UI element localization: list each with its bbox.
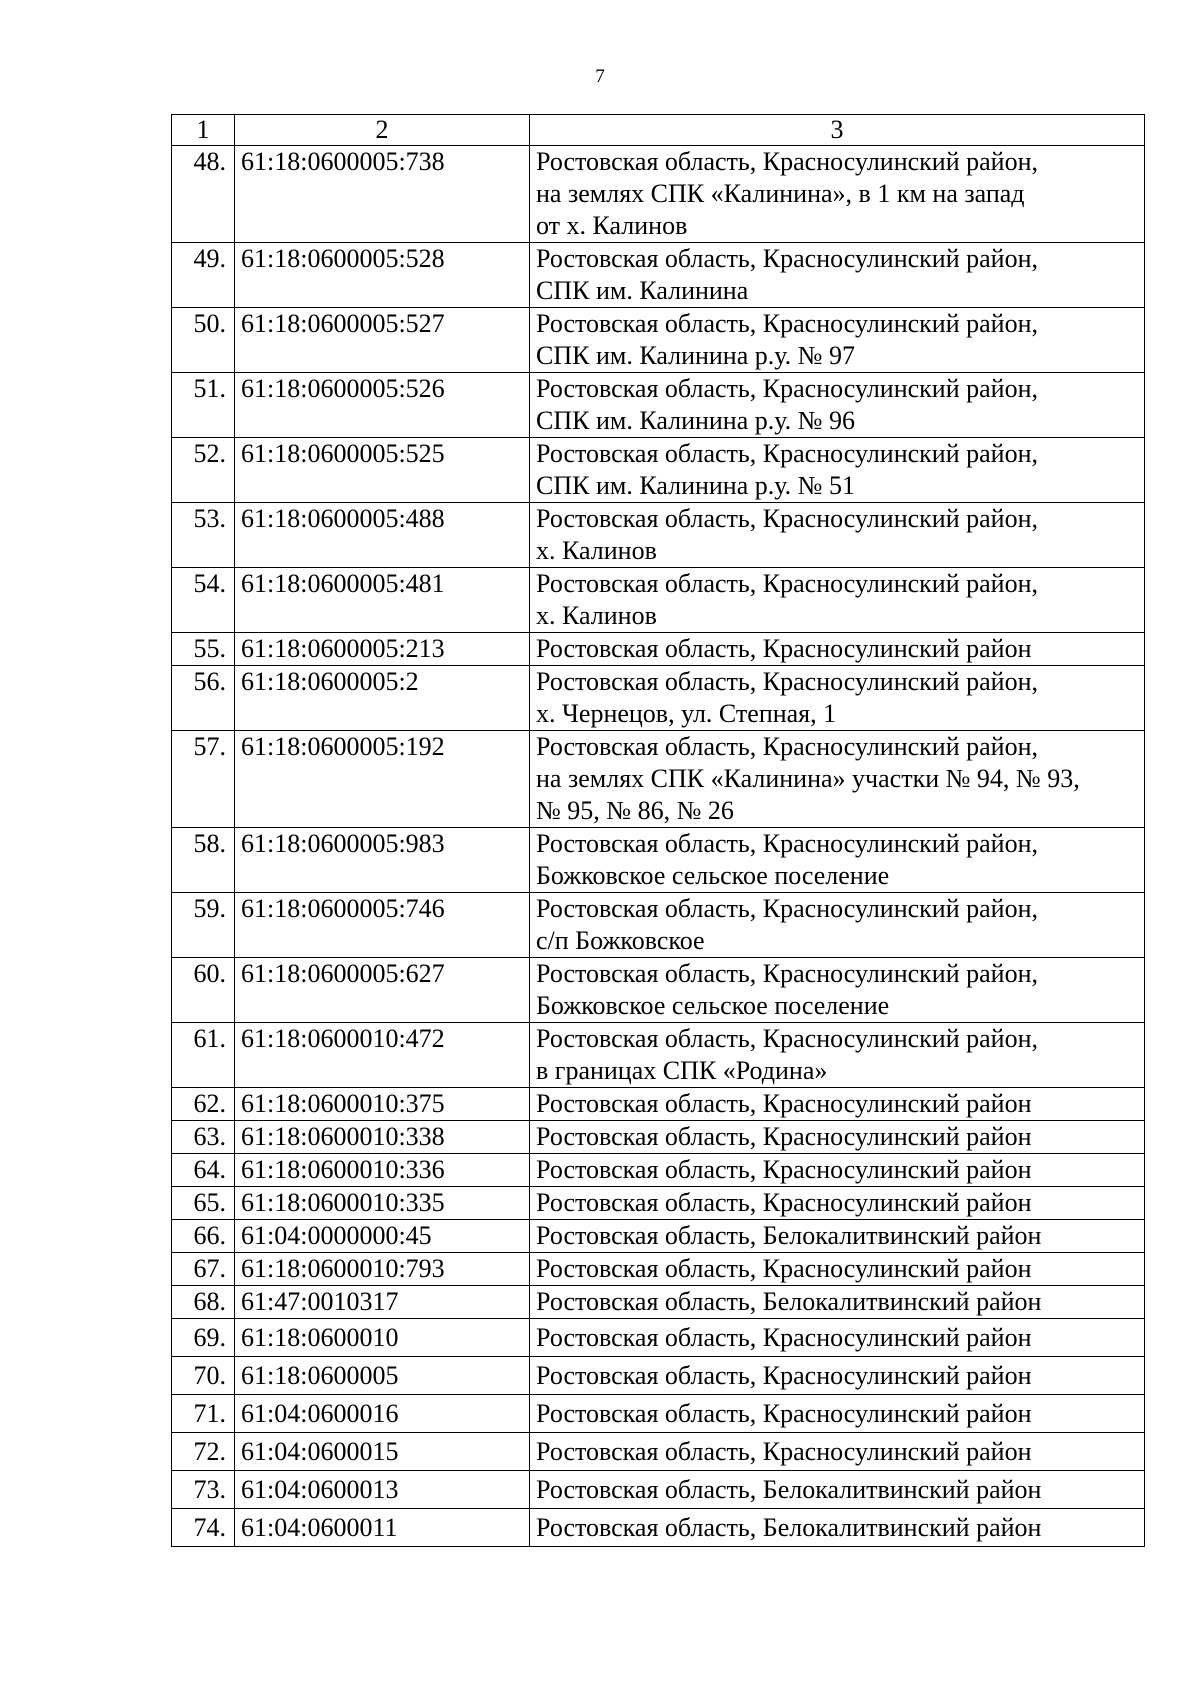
table-row [172, 1395, 1145, 1433]
address-line: Ростовская область, Красносулинский район [536, 1323, 1032, 1352]
address-cell [530, 958, 1145, 1023]
address-line: Ростовская область, Белокалитвинский район [536, 1221, 1042, 1250]
table-row [172, 633, 1145, 666]
row-number: 53. [172, 503, 235, 568]
address-line: Ростовская область, Красносулинский район, [536, 439, 1038, 468]
address-line: Божковское сельское поселение [536, 861, 890, 890]
cadastral-number: 61:18:0600010:375 [235, 1088, 530, 1121]
address-line: Ростовская область, Красносулинский район, [536, 309, 1038, 338]
row-number: 55. [172, 633, 235, 666]
address-cell [530, 1154, 1145, 1187]
address-cell [530, 1319, 1145, 1357]
address-line: СПК им. Калинина р.у. № 51 [536, 471, 855, 500]
address-line: СПК им. Калинина р.у. № 96 [536, 406, 855, 435]
address-line: СПК им. Калинина р.у. № 97 [536, 341, 855, 370]
cadastral-number: 61:04:0600011 [235, 1509, 530, 1547]
row-number: 62. [172, 1088, 235, 1121]
header-column-cadastral: 2 [235, 115, 530, 146]
table-row [172, 1319, 1145, 1357]
address-line: на землях СПК «Калинина» участки № 94, № 93, [536, 764, 1080, 793]
address-line: х. Калинов [536, 601, 657, 630]
row-number: 68. [172, 1286, 235, 1319]
address-line: Ростовская область, Красносулинский район, [536, 504, 1038, 533]
address-cell [530, 1121, 1145, 1154]
address-cell [530, 1357, 1145, 1395]
address-line: Ростовская область, Красносулинский район, [536, 244, 1038, 273]
address-line: Ростовская область, Красносулинский район, [536, 894, 1038, 923]
address-line: Ростовская область, Красносулинский район, [536, 147, 1038, 176]
cadastral-number: 61:18:0600005:488 [235, 503, 530, 568]
cadastral-number: 61:18:0600005:2 [235, 666, 530, 731]
cadastral-number: 61:18:0600010 [235, 1319, 530, 1357]
row-number: 60. [172, 958, 235, 1023]
table-row [172, 1253, 1145, 1286]
table-row [172, 503, 1145, 568]
table-row [172, 146, 1145, 243]
table-row [172, 1433, 1145, 1471]
address-line: на землях СПК «Калинина», в 1 км на запад [536, 179, 1025, 208]
address-cell [530, 1220, 1145, 1253]
table-row [172, 1121, 1145, 1154]
table-body [172, 115, 1145, 1547]
address-cell [530, 893, 1145, 958]
row-number: 73. [172, 1471, 235, 1509]
cadastral-number: 61:47:0010317 [235, 1286, 530, 1319]
table-row [172, 1088, 1145, 1121]
cadastral-number: 61:18:0600005:746 [235, 893, 530, 958]
address-line: х. Чернецов, ул. Степная, 1 [536, 699, 837, 728]
address-cell [530, 243, 1145, 308]
table-row [172, 1187, 1145, 1220]
address-cell [530, 308, 1145, 373]
address-cell [530, 146, 1145, 243]
row-number: 61. [172, 1023, 235, 1088]
address-line: Ростовская область, Красносулинский район, [536, 959, 1038, 988]
row-number: 50. [172, 308, 235, 373]
address-line: Ростовская область, Красносулинский район [536, 634, 1032, 663]
cadastral-number: 61:18:0600010:793 [235, 1253, 530, 1286]
row-number: 66. [172, 1220, 235, 1253]
table-row [172, 731, 1145, 828]
address-line: Ростовская область, Красносулинский район [536, 1399, 1032, 1428]
page-number: 7 [595, 66, 605, 87]
address-cell [530, 503, 1145, 568]
address-cell [530, 568, 1145, 633]
cadastral-number: 61:04:0600015 [235, 1433, 530, 1471]
table-row [172, 958, 1145, 1023]
row-number: 65. [172, 1187, 235, 1220]
table-row [172, 828, 1145, 893]
address-cell [530, 1023, 1145, 1088]
table-row [172, 308, 1145, 373]
address-line: № 95, № 86, № 26 [536, 796, 734, 825]
address-line: Ростовская область, Красносулинский район [536, 1437, 1032, 1466]
cadastral-number: 61:18:0600005:525 [235, 438, 530, 503]
address-line: Божковское сельское поселение [536, 991, 890, 1020]
row-number: 58. [172, 828, 235, 893]
header-column-address: 3 [530, 115, 1145, 146]
table-header-row [172, 115, 1145, 146]
address-cell [530, 373, 1145, 438]
address-cell [530, 633, 1145, 666]
address-line: в границах СПК «Родина» [536, 1056, 828, 1085]
address-line: Ростовская область, Красносулинский район, [536, 829, 1038, 858]
address-line: х. Калинов [536, 536, 657, 565]
table-row [172, 893, 1145, 958]
address-line: Ростовская область, Белокалитвинский район [536, 1287, 1042, 1316]
row-number: 67. [172, 1253, 235, 1286]
table-row [172, 373, 1145, 438]
address-line: Ростовская область, Красносулинский район, [536, 569, 1038, 598]
row-number: 59. [172, 893, 235, 958]
cadastral-number: 61:04:0000000:45 [235, 1220, 530, 1253]
row-number: 48. [172, 146, 235, 243]
cadastral-number: 61:18:0600010:472 [235, 1023, 530, 1088]
address-line: Ростовская область, Белокалитвинский район [536, 1475, 1042, 1504]
address-line: СПК им. Калинина [536, 276, 749, 305]
address-line: Ростовская область, Красносулинский район [536, 1188, 1032, 1217]
cadastral-number: 61:18:0600010:338 [235, 1121, 530, 1154]
cadastral-number: 61:18:0600005:528 [235, 243, 530, 308]
row-number: 71. [172, 1395, 235, 1433]
table-row [172, 666, 1145, 731]
address-cell [530, 1253, 1145, 1286]
row-number: 51. [172, 373, 235, 438]
table-row [172, 1357, 1145, 1395]
table-row [172, 1154, 1145, 1187]
address-line: Ростовская область, Красносулинский район, [536, 667, 1038, 696]
row-number: 70. [172, 1357, 235, 1395]
table-row [172, 438, 1145, 503]
cadastral-table [171, 114, 1145, 1547]
address-cell [530, 828, 1145, 893]
address-line: Ростовская область, Красносулинский район [536, 1089, 1032, 1118]
table-row [172, 1220, 1145, 1253]
address-line: Ростовская область, Красносулинский район, [536, 374, 1038, 403]
cadastral-number: 61:18:0600010:335 [235, 1187, 530, 1220]
address-cell [530, 1395, 1145, 1433]
cadastral-number: 61:18:0600005:627 [235, 958, 530, 1023]
address-cell [530, 666, 1145, 731]
row-number: 63. [172, 1121, 235, 1154]
address-line: Ростовская область, Красносулинский район [536, 1254, 1032, 1283]
row-number: 56. [172, 666, 235, 731]
cadastral-number: 61:04:0600016 [235, 1395, 530, 1433]
table-row [172, 1023, 1145, 1088]
row-number: 52. [172, 438, 235, 503]
table-row [172, 568, 1145, 633]
header-column-number: 1 [172, 115, 235, 146]
address-line: Ростовская область, Красносулинский район [536, 1155, 1032, 1184]
address-cell [530, 1187, 1145, 1220]
address-line: Ростовская область, Красносулинский район [536, 1122, 1032, 1151]
cadastral-number: 61:18:0600005:192 [235, 731, 530, 828]
address-line: с/п Божковское [536, 926, 705, 955]
cadastral-number: 61:18:0600005:213 [235, 633, 530, 666]
address-cell [530, 1286, 1145, 1319]
address-line: Ростовская область, Белокалитвинский район [536, 1513, 1042, 1542]
row-number: 69. [172, 1319, 235, 1357]
cadastral-number: 61:18:0600005:738 [235, 146, 530, 243]
cadastral-number: 61:18:0600005:983 [235, 828, 530, 893]
row-number: 72. [172, 1433, 235, 1471]
address-line: Ростовская область, Красносулинский район [536, 1361, 1032, 1390]
address-line: Ростовская область, Красносулинский район, [536, 1024, 1038, 1053]
cadastral-number: 61:18:0600005:527 [235, 308, 530, 373]
row-number: 49. [172, 243, 235, 308]
row-number: 64. [172, 1154, 235, 1187]
table-row [172, 243, 1145, 308]
cadastral-number: 61:18:0600005 [235, 1357, 530, 1395]
cadastral-number: 61:18:0600010:336 [235, 1154, 530, 1187]
row-number: 54. [172, 568, 235, 633]
table-row [172, 1286, 1145, 1319]
address-cell [530, 1433, 1145, 1471]
row-number: 57. [172, 731, 235, 828]
address-line: Ростовская область, Красносулинский район, [536, 732, 1038, 761]
cadastral-number: 61:18:0600005:526 [235, 373, 530, 438]
address-cell [530, 1471, 1145, 1509]
cadastral-number: 61:04:0600013 [235, 1471, 530, 1509]
cadastral-number: 61:18:0600005:481 [235, 568, 530, 633]
address-cell [530, 1509, 1145, 1547]
table-row [172, 1509, 1145, 1547]
address-cell [530, 1088, 1145, 1121]
address-cell [530, 731, 1145, 828]
table-row [172, 1471, 1145, 1509]
address-line: от х. Калинов [536, 211, 688, 240]
row-number: 74. [172, 1509, 235, 1547]
address-cell [530, 438, 1145, 503]
